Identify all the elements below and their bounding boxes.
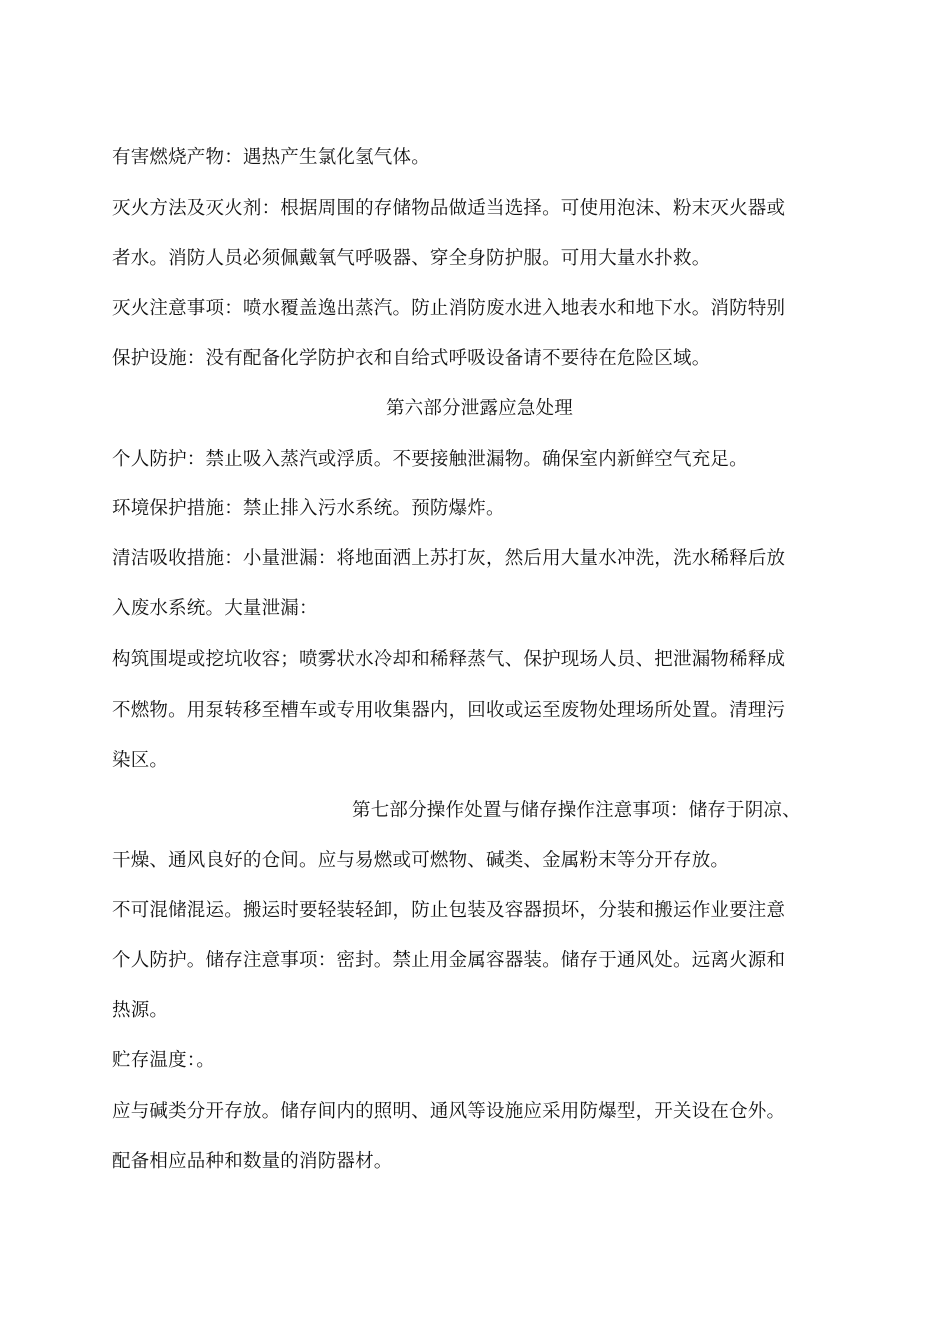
text-line: 灭火方法及灭火剂：根据周围的存储物品做适当选择。可使用泡沫、粉末灭火器或 xyxy=(112,198,786,219)
text-line: 不燃物。用泵转移至槽车或专用收集器内，回收或运至废物处理场所处置。清理污 xyxy=(112,700,786,721)
text-line: 保护设施：没有配备化学防护衣和自给式呼吸设备请不要待在危险区域。 xyxy=(112,348,711,369)
text-line: 者水。消防人员必须佩戴氧气呼吸器、穿全身防护服。可用大量水扑救。 xyxy=(112,248,711,269)
section-heading-7: 第七部分操作处置与储存操作注意事项：储存于阴凉、 xyxy=(352,800,801,821)
text-line: 热源。 xyxy=(112,1000,169,1021)
text-line: 应与碱类分开存放。储存间内的照明、通风等设施应采用防爆型，开关设在仓外。 xyxy=(112,1101,786,1122)
text-line: 构筑围堤或挖坑收容；喷雾状水冷却和稀释蒸气、保护现场人员、把泄漏物稀释成 xyxy=(112,649,786,670)
text-line: 配备相应品种和数量的消防器材。 xyxy=(112,1151,393,1172)
text-line: 有害燃烧产物：遇热产生氯化氢气体。 xyxy=(112,147,430,168)
text-line: 不可混储混运。搬运时要轻装轻卸，防止包装及容器损坏，分装和搬运作业要注意 xyxy=(112,900,786,921)
text-line: 贮存温度：。 xyxy=(112,1050,215,1071)
text-line: 清洁吸收措施：小量泄漏：将地面洒上苏打灰，然后用大量水冲洗，洗水稀释后放 xyxy=(112,548,786,569)
text-line: 入废水系统。大量泄漏： xyxy=(112,598,318,619)
text-line: 染区。 xyxy=(112,750,169,771)
text-line: 个人防护。储存注意事项：密封。禁止用金属容器装。储存于通风处。远离火源和 xyxy=(112,950,786,971)
text-line: 灭火注意事项：喷水覆盖逸出蒸汽。防止消防废水进入地表水和地下水。消防特别 xyxy=(112,298,786,319)
text-line: 干燥、通风良好的仓间。应与易燃或可燃物、碱类、金属粉末等分开存放。 xyxy=(112,850,730,871)
text-line: 个人防护：禁止吸入蒸汽或浮质。不要接触泄漏物。确保室内新鲜空气充足。 xyxy=(112,449,748,470)
text-line: 环境保护措施：禁止排入污水系统。预防爆炸。 xyxy=(112,498,505,519)
section-heading-6: 第六部分泄露应急处理 xyxy=(385,398,573,419)
